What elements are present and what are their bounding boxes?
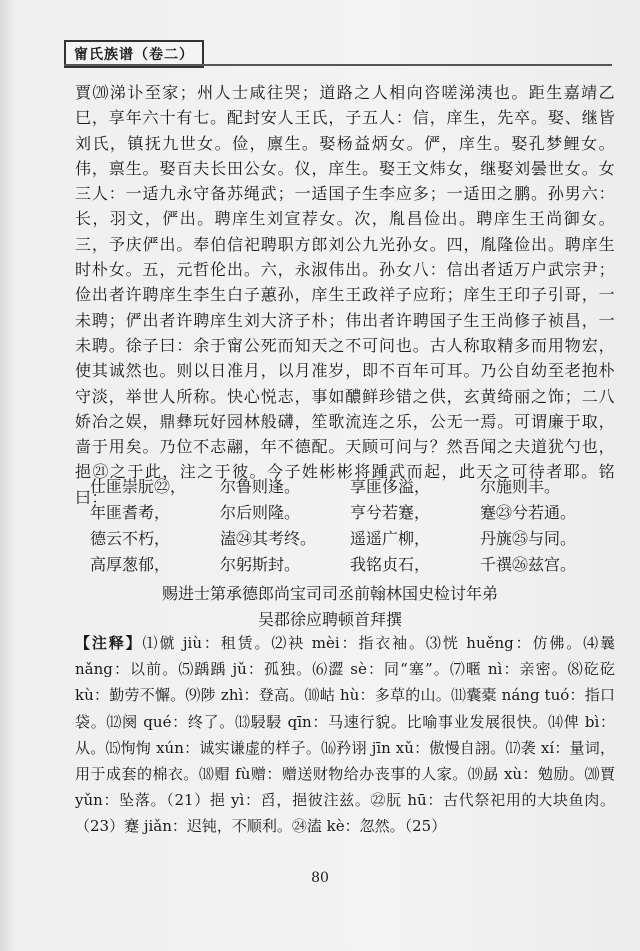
verse-phrase: 德云不朽， — [90, 529, 171, 548]
body-paragraph: 賈⒇涕讣至家；州人士咸往哭；道路之人相向咨嗟涕洟也。距生嘉靖乙巳，享年六十有七。配封安人王氏，子五人：信，庠生，先卒。娶、继皆刘氏，镇抚九世女。俭，廪生。娶杨益炳女。俨，庠生。娶孔梦鲤女。伟，禀生。娶百夫长田公女。仪，庠生。娶王文炜女，继娶刘曇世女。女三人：一适九永守备苏绳武；一适国子生李应多；一适田之鹏。孙男六：长，羽文，俨出。聘庠生刘宣荐女。次，胤昌俭出。聘庠生王尚御女。三，予庆俨出。奉伯信祀聘职方郎刘公九光孙女。四，胤隆俭出。聘庠生时朴女。五，元哲伦出。六，永淑伟出。孙女八：信出者适万户武宗尹；俭出者许聘庠生李生白子蕙孙，庠生王政祥子应珩；庠生王印子引哥，一未聘；俨出者许聘庠生刘大济子朴；伟出者许聘国子生王尚修子祯昌，一未聘。徐子曰：余于甯公死而知天之不可问也。古人称取精多而用物宏，使其诚然也。则以日准月，以月准岁，即不百年可耳。乃公自幼至老抱朴守淡，举世人所称。快心悦志，事如醲鲜珍错之供，玄黄绮丽之饰；二八娇冶之娱，鼎彝玩好园林般礴，笙歌流连之乐，公无一焉。可谓廉于取，啬于用矣。乃位不志翮，年不德配。天顾可问与？然吾闻之夫道犹勺也，挹㉑之于此，注之于彼。今子姓彬彬将踵武而起，此天之可待者耶。铭曰： — [75, 83, 615, 507]
verse-phrase: 亨兮若蹇， — [350, 503, 431, 522]
verse-phrase: 享匪侈溢， — [350, 477, 431, 496]
verse-phrase: 年匪耆耇， — [90, 503, 171, 522]
verse-phrase: 我铭贞石， — [350, 555, 431, 574]
author-attribution — [60, 581, 600, 633]
annotations-label: 【注释】 — [75, 634, 143, 652]
verse-phrase: 仕匪崇朊㉒， — [90, 477, 187, 496]
page-number: 80 — [311, 870, 329, 886]
verse-phrase: 尔躬斯封。 — [220, 555, 301, 574]
verse-phrase: 遥遥广柳， — [350, 529, 431, 548]
verse-phrase: 尔施则丰。 — [480, 477, 561, 496]
verse-phrase: 高厚葱郁， — [90, 555, 171, 574]
inscription-verse — [90, 474, 610, 578]
verse-row — [90, 500, 610, 526]
header-divider — [64, 64, 612, 66]
annotations-section — [75, 630, 615, 840]
annotations-paragraph — [75, 630, 615, 840]
verse-phrase: 溘㉔其考终。 — [220, 529, 317, 548]
epitaph-body — [75, 80, 615, 510]
verse-row — [90, 526, 610, 552]
verse-phrase: 尔后则隆。 — [220, 503, 301, 522]
verse-row — [90, 552, 610, 578]
running-header: 甯氏族谱（卷二） — [64, 40, 204, 68]
verse-phrase: 千禩㉖兹宫。 — [480, 555, 577, 574]
author-title-line: 赐进士第承德郎尚宝司司丞前翰林国史检讨年弟 — [161, 584, 498, 603]
verse-phrase: 尔鲁则逢。 — [220, 477, 301, 496]
verse-phrase: 蹇㉓兮若通。 — [480, 503, 577, 522]
verse-phrase: 丹旐㉕与同。 — [480, 529, 577, 548]
annotations-text: ⑴僦 jiù：租赁。⑵袂 mèi：指衣袖。⑶恍 huěng：仿佛。⑷曩 nǎng：以前。⑸踽踽 jǔ：孤独。⑹澀 sè：同“塞”。⑺暱 nì：亲密。⑻矻矻 kù：勤劳不懈。⑼陟 zhì：登高。⑽岵 hù：多草的山。⑾囊橐 náng tuó：指口袋。⑿阕 qué：终了。⒀駸駸 qīn：马速行貌。比喻事业发展很快。⒁俾 bì：从。⒂恂恂 xún：诚实谦虚的样子。⒃矜诩 jīn xǔ：傲慢自詡。⒄袭 xí：量词，用于成套的棉衣。⒅赗 fù赠：赠送财物给办丧事的人家。⒆勗 xù：勉励。⒇賈 yǔn：坠落。（21）挹 yì：舀，挹彼注兹。㉒朊 hū：古代祭祀用的大块鱼肉。（23）蹇 jiǎn：迟钝，不顺利。㉔溘 kè：忽然。（25） — [75, 634, 615, 836]
verse-row — [90, 474, 610, 500]
author-name-line: 吴郡徐应聘顿首拜撰 — [257, 610, 402, 629]
